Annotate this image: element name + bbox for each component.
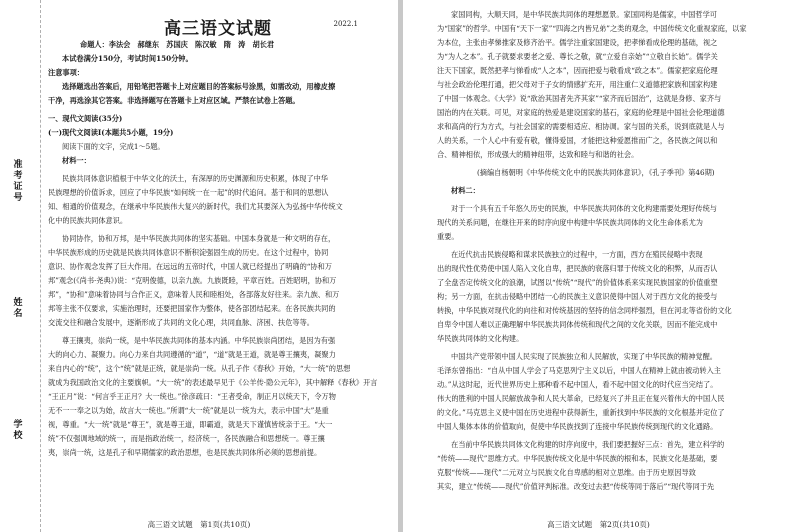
body-line: 夷，崇尚一统，这是孔子和早期儒家的政治思想，也是民族共同体所必须的思想前提。 (48, 448, 322, 457)
body-line: 来自内心的“统”，这个“统”就是正统，就是崇尚一统。从孔子作《春秋》开始，“大一统”的思想 (48, 364, 351, 373)
body-line: 邦”观念(《尚书·尧典》)说：“克明俊德，以亲九族。九族既睦，平章百姓。百姓昭明，协和万 (48, 276, 337, 285)
source-citation: (摘编自杨朝明《中华传统文化中的民族共同体意识》，《孔子季刊》第46期) (477, 168, 715, 177)
body-line: 为“为人之本”。孔子就要求要老之爱、尊长之敬，就“立爱自亲始”“立敬自长始”。儒学关 (437, 52, 718, 61)
body-line: 邦”，“协和”意味着协同与合作正义，意味着人民和睦相处，各部落友好往来。亲九族、和万 (48, 290, 340, 299)
body-line: 国治的内在关联。可见，对家庭的热爱是建设国家的基石，家庭的伦理是中国社会伦理道德 (437, 108, 725, 117)
body-line: 其实，建立“传统——现代”价值评判标准。改变过去把“传统等同于落后”“现代等同于先 (437, 482, 715, 491)
body-line: 自卑令中国人难以正确理解中华民族共同体传统和现代之间的文化关联，因而不能完成中 (437, 320, 718, 329)
body-line: 求和高尚的行为方式，与社会国家的需要相适应、相协调。家与国的关系，说到底就是人与 (437, 122, 725, 131)
body-line: 家国同构，大顺天同，是中华民族共同体的理想愿景。家国同构是儒家，中国哲学可 (451, 10, 717, 19)
body-line: 中华民族形成的历史就是民族共同体意识不断积淀强固生成的历史。在这个过程中，协同 (48, 248, 329, 257)
material-label: 材料二： (451, 186, 480, 195)
body-line: 在当前中华民族共同体文化构建的时序向度中，我们要把握好三点：首先，建立科学的 (451, 440, 725, 449)
body-line: 动。”从这时起，近代世界历史上那种看不起中国人，看不起中国文化的时代应当完结了。 (437, 380, 718, 389)
exam-date: 2022.1 (333, 20, 358, 28)
page-title: 高三语文试题 (164, 19, 272, 39)
body-line: “传统——现代”思维方式。中华民族传统文化是中华民族的根和本，民族文化是基础，要 (437, 454, 718, 463)
body-line: 无不一一奉之以为始，故言大一统也。”所谓“大一统”就是以一统为大，表示中国“大”是重 (48, 406, 329, 415)
body-line: 民族共同体意识植根于中华文化的沃土，有深厚的历史渊源和历史积累，体现了中华 (62, 174, 328, 183)
body-line: 就成为我国政治文化的主要旗帜。“大一统”的表述最早见于《公羊传·隐公元年》，其中解释《春秋》开言 (48, 378, 378, 387)
body-line: 与社会政治伦理打通，把父母对于子女的情感扩充开，用注重仁义道德把家族和国家构建 (437, 80, 718, 89)
instruction: 阅读下面的文字，完成1～5题。 (62, 142, 165, 151)
body-line: 了全盘否定传统文化的浪潮，试图以“传统”“现代”的价值体系来实现民族国家的价值重塑 (437, 278, 718, 287)
body-line: 转换，中华民族对现代化的向往和对传统基因的坚持的信念同样强烈，但在河北等省份的文化 (437, 306, 732, 315)
body-line: 知、相通的价值观念，在继承中华民族伟大复兴的新时代，我们尤其要深入为弘扬中华传统文 (48, 202, 343, 211)
body-line: 现代的关系问题，在继往开来的时序向度中构建中华民族共同体的文化生命体系尤为 (437, 218, 703, 227)
notice-line: 选择题选出答案后，用铅笔把答题卡上对应题目的答案标号涂黑，如需改动，用橡皮擦 (62, 82, 336, 91)
body-line: 注天下国家，既然把孝与悌看成“人之本”，因而把爱与敬看成“政之本”。儒家把家庭伦理 (437, 66, 718, 75)
page-footer: 高三语文试题 第1页(共10页) (147, 520, 251, 529)
side-label-name: 姓名 (13, 298, 23, 319)
body-line: 毛泽东曾指出：“自从中国人学会了马克思列宁主义以后，中国人在精神上就由被动转入主 (437, 366, 721, 375)
body-line: 合、精神相依，形成强大的精神纽带，达致和睦与和谐的社会。 (437, 150, 639, 159)
body-line: 中国人集体本体的价值取向，促使中华民族找到了连接中华民族传统到现代的文化通路。 (437, 422, 718, 431)
notice-line: 干净，再选涂其它答案。非选择题写在答题卡上对应区域。严禁在试卷上答题。 (48, 96, 300, 105)
body-line: 重要。 (437, 232, 459, 241)
body-line: 意识、协作观念发挥了巨大作用。在远远的五帝时代，中国人就已经提出了明确的“协和万 (48, 262, 332, 271)
score-info: 本试卷满分150分，考试时间150分钟。 (62, 54, 193, 63)
exam-page-2 (403, 0, 794, 532)
subsection-heading: (一)现代文阅读Ⅰ(本题共5小题，19分) (48, 128, 174, 137)
body-line: 为本位，主张由孝悌推家及修齐治平。儒学注重家国建设，把孝悌看成伦理的基础，视之 (437, 38, 718, 47)
body-line: 克服“传统——现代”二元对立与民族文化自卑感的相对立思维。由于历史原因导致 (437, 468, 696, 477)
body-line: 尊王攘夷，崇尚一统，是中华民族共同体的基本内涵。中华民族崇尚团结，是因为有强 (62, 336, 336, 345)
page-footer: 高三语文试题 第2页(共10页) (547, 520, 650, 529)
body-line: 了中国一体观念。《大学》说“欲治其国者先齐其家”“家齐而后国治”，这就是身修、家齐与 (437, 94, 722, 103)
body-line: 交流交往和融合发展中，逐渐形成了共同的文化心理，共同血脉、济困、扶危等等。 (48, 318, 314, 327)
body-line: 统”不仅强调地域的统一，而是指政治统一，经济统一，各民族融合和思想统一。尊王攘 (48, 434, 325, 443)
body-line: 民族理想的价值诉求，回应了中华民族“如何统一在一起”的时代追问。基于和同的思想认 (48, 188, 329, 197)
body-line: 华民族共同体的文化构建。 (437, 334, 524, 343)
notice-heading: 注意事项： (48, 68, 84, 77)
body-line: 的文化。”马克思主义使中国在历史进程中获得新生，重新找到中华民族的文化根基并定位了 (437, 408, 725, 417)
authors: 命题人：李法会 郝继东 苏国庆 陈汉敏 隋 涛 胡长君 (80, 40, 275, 49)
body-line: 伟大的胜利的中国人民解放战争和人民大革命，已经复兴了并且正在复兴着伟大的中国人民 (437, 394, 725, 403)
body-line: 构；另一方面，在抗击侵略中团结一心的民族主义意识使得中国人对于西方文化的接受与 (437, 292, 718, 301)
side-label-exam-number: 准考证号 (13, 160, 23, 203)
body-line: 大的向心力、凝聚力。向心力来自共同遵循的“道”，“道”就是王道，就是尊王攘夷，凝聚力 (48, 350, 336, 359)
body-line: 人的关系，一个人心中有爱有敬，懂得爱国，才能把这种爱愿推而广之，各民族之间以和 (437, 136, 718, 145)
body-line: 邦等主张不仅要求，实施治理时，还要把国家作为整体，使各部团结起来。在各民族共同的 (48, 304, 336, 313)
body-line: 视，尊重。“大一统”就是“尊王”，就是尊王道，即霸道，就是天下谨慎皆统亲于王。“大一 (48, 420, 333, 429)
body-line: 中国共产党带领中国人民实现了民族独立和人民解放，实现了中华民族的精神觉醒。 (451, 352, 717, 361)
binding-line (40, 0, 41, 532)
body-line: 为“国家”的哲学。中国有“天下一家”“四海之内皆兄弟”之类的观念，中国传统文化重视家庭，以家 (437, 24, 747, 33)
body-line: 出的现代性优势使中国人陷入文化自卑，把民族的衰落归罪于传统文化的积弊，从而否认 (437, 264, 718, 273)
body-line: 对于一个具有五千年悠久历史的民族，中华民族共同体的文化构建需要处理好传统与 (451, 204, 717, 213)
section-heading: 一、现代文阅读(35分) (48, 114, 123, 123)
body-line: 化中的民族共同体意识。 (48, 216, 128, 225)
body-line: 协同协作，协和万邦，是中华民族共同体的坚实基础。中国本身就是一种文明的存在， (62, 234, 336, 243)
body-line: “王正月”说：“何言乎王正月？大一统也。”徐彦疏曰：“王者受命，制正月以统天下，令万物 (48, 392, 336, 401)
side-label-school: 学校 (13, 420, 23, 441)
material-label: 材料一： (62, 156, 91, 165)
body-line: 在近代抗击民族侵略和谋求民族独立的过程中，一方面，西方在殖民侵略中表现 (451, 250, 703, 259)
